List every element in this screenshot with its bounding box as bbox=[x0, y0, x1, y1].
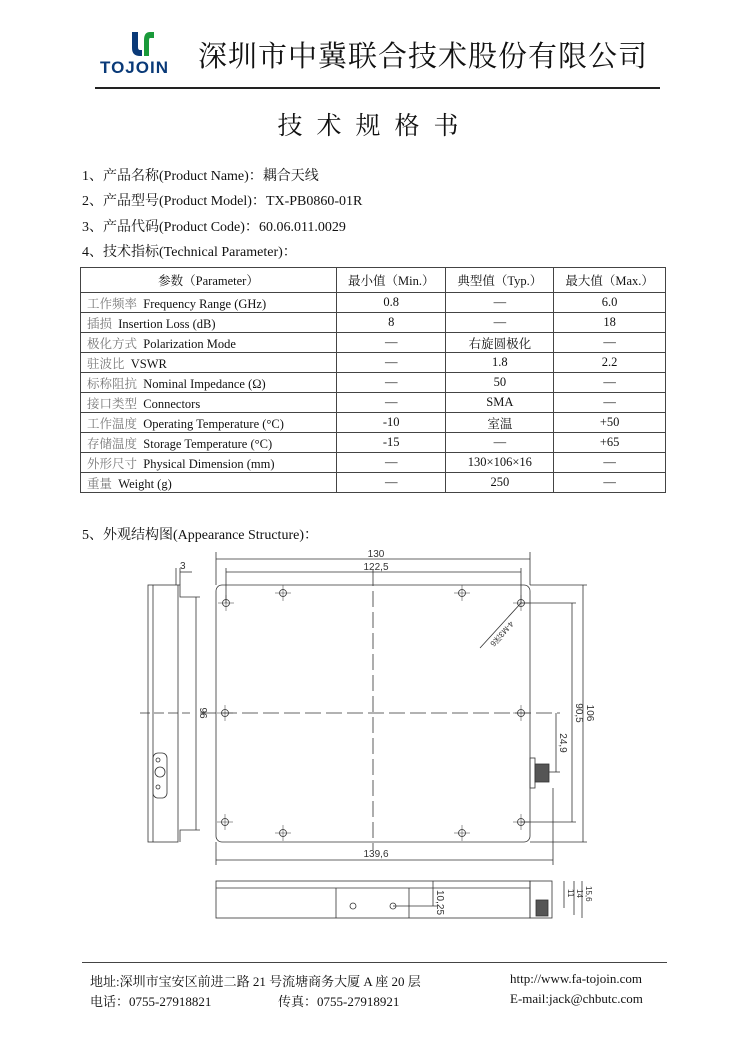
table-row bbox=[81, 453, 666, 473]
label: 2、产品型号(Product Model)： bbox=[82, 194, 266, 209]
col-typ: 典型值（Typ.） bbox=[446, 268, 554, 293]
param-en: Insertion Loss (dB) bbox=[118, 316, 216, 331]
footer-phone: 电话：0755-27918821 bbox=[90, 994, 212, 1009]
param-cn: 工作频率 bbox=[87, 296, 138, 311]
dim-130: 130 bbox=[367, 549, 385, 560]
param-cell bbox=[81, 413, 337, 433]
hole-crosshair bbox=[275, 825, 291, 841]
param-en: VSWR bbox=[130, 356, 167, 371]
bottom-view bbox=[216, 881, 582, 918]
footer-fax: 传真：0755-27918921 bbox=[278, 994, 400, 1009]
min-cell: — bbox=[337, 453, 446, 473]
footer-address: 地址:深圳市宝安区前进二路 21 号流塘商务大厦 A 座 20 层 bbox=[90, 974, 421, 989]
param-cell bbox=[81, 473, 337, 493]
dim-10-25: 10,25 bbox=[434, 890, 445, 916]
param-cn: 外形尺寸 bbox=[87, 456, 138, 471]
table-row bbox=[81, 473, 666, 493]
max-cell: — bbox=[554, 473, 666, 493]
table-row bbox=[81, 433, 666, 453]
param-cell bbox=[81, 373, 337, 393]
max-cell: +50 bbox=[554, 413, 666, 433]
max-cell: 18 bbox=[554, 313, 666, 333]
max-cell: — bbox=[554, 393, 666, 413]
param-cn: 标称阻抗 bbox=[87, 376, 138, 391]
product-code bbox=[82, 216, 346, 236]
table-row bbox=[81, 353, 666, 373]
param-en: Polarization Mode bbox=[143, 336, 236, 351]
param-cn: 驻波比 bbox=[87, 356, 125, 371]
min-cell: — bbox=[337, 373, 446, 393]
table-row bbox=[81, 393, 666, 413]
param-cell bbox=[81, 393, 337, 413]
footer-email[interactable]: E-mail:jack@chbutc.com bbox=[510, 991, 643, 1006]
dim-90-5: 90,5 bbox=[573, 703, 584, 723]
table-row bbox=[81, 333, 666, 353]
header-divider bbox=[95, 87, 660, 89]
hole-crosshair bbox=[217, 814, 233, 830]
param-cell bbox=[81, 453, 337, 473]
param-cell bbox=[81, 313, 337, 333]
hole-crosshair bbox=[217, 705, 233, 721]
min-cell: 8 bbox=[337, 313, 446, 333]
min-cell: -15 bbox=[337, 433, 446, 453]
typ-cell: 右旋圆极化 bbox=[446, 333, 554, 353]
min-cell: — bbox=[337, 333, 446, 353]
param-en: Nominal Impedance (Ω) bbox=[143, 376, 266, 391]
param-cn: 接口类型 bbox=[87, 396, 138, 411]
max-cell: — bbox=[554, 373, 666, 393]
typ-cell: SMA bbox=[446, 393, 554, 413]
min-cell: — bbox=[337, 353, 446, 373]
dim-3: 3 bbox=[180, 561, 186, 572]
param-cn: 工作温度 bbox=[87, 416, 138, 431]
param-cell bbox=[81, 333, 337, 353]
hole-crosshair bbox=[454, 825, 470, 841]
typ-cell: 1.8 bbox=[446, 353, 554, 373]
param-cn: 插损 bbox=[87, 316, 113, 331]
table-row bbox=[81, 293, 666, 313]
max-cell: 2.2 bbox=[554, 353, 666, 373]
param-en: Weight (g) bbox=[118, 476, 172, 491]
min-cell: — bbox=[337, 473, 446, 493]
typ-cell: — bbox=[446, 313, 554, 333]
typ-cell: — bbox=[446, 433, 554, 453]
table-row bbox=[81, 313, 666, 333]
typ-cell: — bbox=[446, 293, 554, 313]
typ-cell: 130×106×16 bbox=[446, 453, 554, 473]
value: 耦合天线 bbox=[262, 169, 319, 184]
tojoin-logo-icon bbox=[128, 30, 158, 58]
hole-crosshair bbox=[454, 585, 470, 601]
param-en: Operating Temperature (°C) bbox=[143, 416, 284, 431]
max-cell: — bbox=[554, 453, 666, 473]
appearance-heading: 5、外观结构图(Appearance Structure)： bbox=[82, 528, 318, 543]
col-max: 最大值（Max.） bbox=[554, 268, 666, 293]
logo-text: TOJOIN bbox=[100, 58, 169, 77]
side-view-left bbox=[140, 568, 200, 842]
dim-106: 106 bbox=[584, 704, 595, 722]
appearance-drawing bbox=[140, 540, 600, 940]
col-min: 最小值（Min.） bbox=[337, 268, 446, 293]
min-cell: — bbox=[337, 393, 446, 413]
typ-cell: 250 bbox=[446, 473, 554, 493]
dim-14: 14 bbox=[575, 889, 584, 898]
param-cell bbox=[81, 293, 337, 313]
hole-crosshair bbox=[513, 705, 529, 721]
param-en: Frequency Range (GHz) bbox=[143, 296, 267, 311]
technical-parameter-heading: 4、技术指标(Technical Parameter)： bbox=[82, 245, 297, 260]
footer-divider bbox=[82, 962, 667, 963]
hole-crosshair bbox=[275, 585, 291, 601]
value: 60.06.011.0029 bbox=[258, 220, 346, 235]
param-cell bbox=[81, 353, 337, 373]
front-view bbox=[200, 552, 587, 865]
table-header-row bbox=[81, 268, 666, 293]
table-row bbox=[81, 413, 666, 433]
param-cell bbox=[81, 433, 337, 453]
param-en: Physical Dimension (mm) bbox=[143, 456, 275, 471]
dim-96: 96 bbox=[197, 707, 208, 719]
document-title: 技术规格书 bbox=[277, 111, 473, 140]
dim-122-5: 122,5 bbox=[363, 562, 389, 573]
dim-15-6: 15,6 bbox=[584, 886, 593, 902]
footer-url[interactable]: http://www.fa-tojoin.com bbox=[510, 971, 643, 986]
dim-24-9: 24,9 bbox=[557, 733, 568, 753]
col-parameter: 参数（Parameter） bbox=[81, 268, 337, 293]
company-name: 深圳市中冀联合技术股份有限公司 bbox=[198, 39, 649, 73]
product-name bbox=[82, 165, 319, 185]
product-model bbox=[82, 190, 362, 210]
spec-table bbox=[80, 267, 666, 493]
table-row bbox=[81, 373, 666, 393]
hole-spec: 4-M3深6 bbox=[488, 619, 516, 649]
typ-cell: 50 bbox=[446, 373, 554, 393]
max-cell: — bbox=[554, 333, 666, 353]
label: 1、产品名称(Product Name)： bbox=[82, 169, 263, 184]
param-en: Storage Temperature (°C) bbox=[143, 436, 273, 451]
label: 3、产品代码(Product Code)： bbox=[82, 220, 259, 235]
min-cell: 0.8 bbox=[337, 293, 446, 313]
value: TX-PB0860-01R bbox=[265, 194, 363, 209]
max-cell: +65 bbox=[554, 433, 666, 453]
param-en: Connectors bbox=[143, 396, 201, 411]
dim-11: 11 bbox=[566, 889, 575, 898]
dim-139-6: 139,6 bbox=[363, 849, 389, 860]
param-cn: 重量 bbox=[87, 476, 113, 491]
param-cn: 极化方式 bbox=[87, 336, 138, 351]
typ-cell: 室温 bbox=[446, 413, 554, 433]
min-cell: -10 bbox=[337, 413, 446, 433]
param-cn: 存储温度 bbox=[87, 436, 138, 451]
max-cell: 6.0 bbox=[554, 293, 666, 313]
